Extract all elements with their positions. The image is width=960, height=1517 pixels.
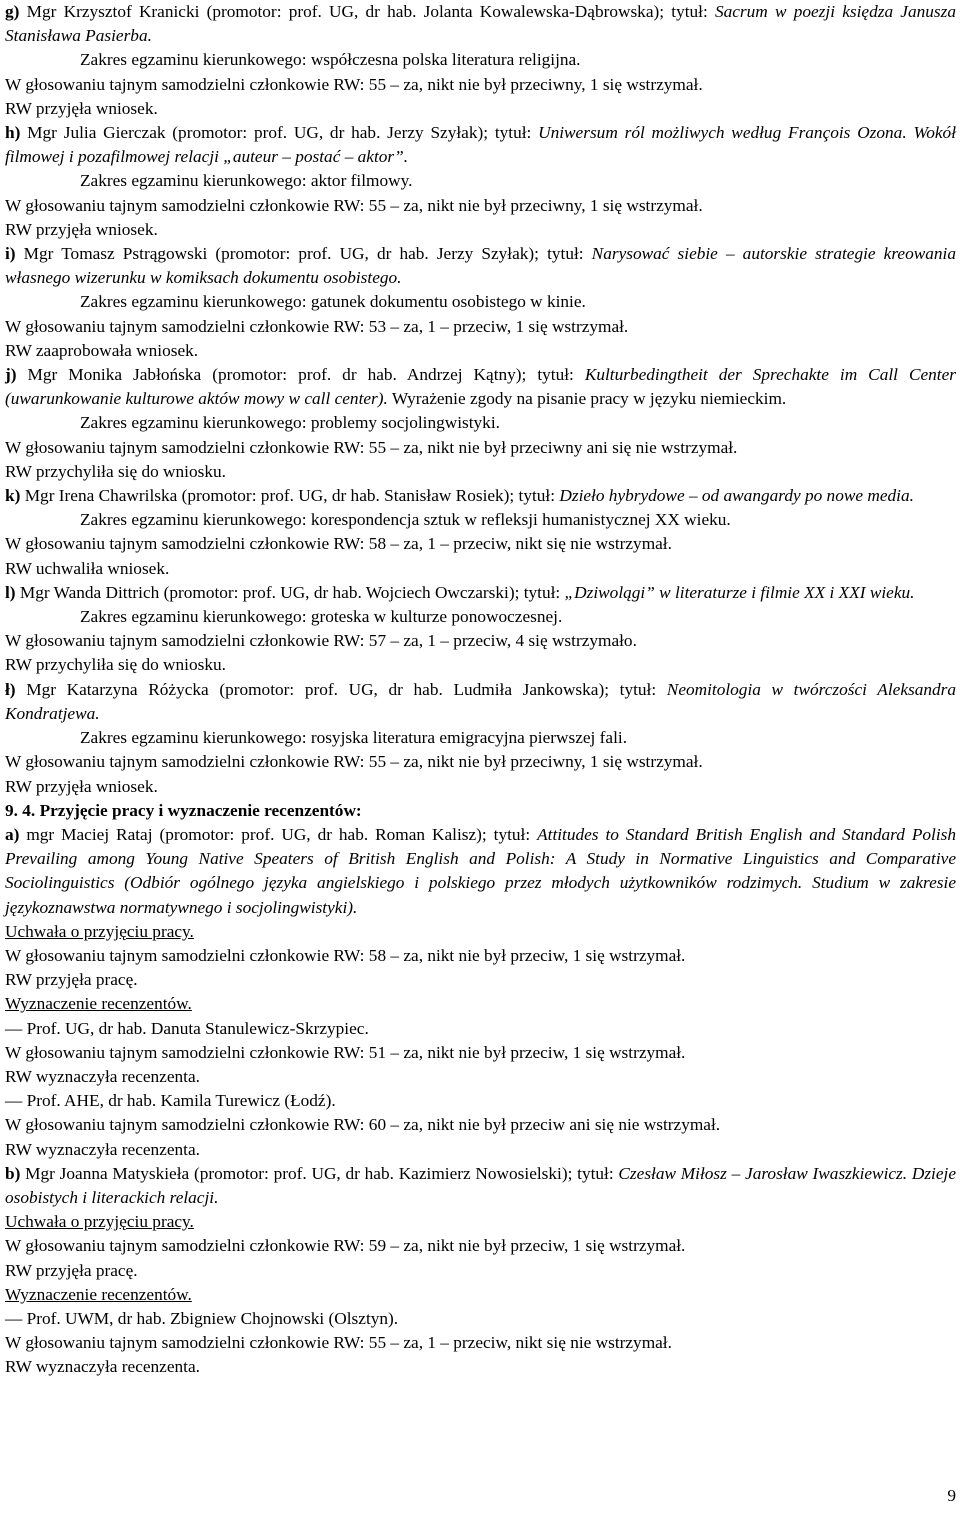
- vote-text: W głosowaniu tajnym samodzielni członkowie RW: 58 – za, nikt nie był przeciw, 1 się wstrzymał.: [5, 945, 686, 965]
- result-text: RW przyjęła pracę.: [5, 970, 138, 990]
- result-text: RW zaaprobowała wniosek.: [5, 340, 199, 360]
- page-number: 9: [947, 1486, 956, 1505]
- item-letter: h): [5, 123, 21, 143]
- result-text: RW przyjęła pracę.: [5, 1260, 138, 1280]
- item-j: [5, 363, 956, 411]
- exam-scope: Zakres egzaminu kierunkowego: groteska w kulturze ponowoczesnej.: [80, 607, 563, 627]
- language-consent: Wyrażenie zgody na pisanie pracy w języku niemieckim.: [387, 389, 787, 409]
- item-intro: Mgr Wanda Dittrich (promotor: prof. UG, dr hab. Wojciech Owczarski); tytuł:: [15, 582, 565, 602]
- result-text: RW przyjęła wniosek.: [5, 219, 158, 239]
- thesis-title: Sacrum w poezji księdza Janusza Stanisława Pasierba.: [5, 2, 956, 46]
- thesis-title: Czesław Miłosz – Jarosław Iwaszkiewicz. Dzieje osobistych i literackich relacji.: [5, 1163, 956, 1207]
- item-intro: Mgr Krzysztof Kranicki (promotor: prof. UG, dr hab. Jolanta Kowalewska-Dąbrowska); tytuł:: [19, 2, 715, 21]
- exam-scope: Zakres egzaminu kierunkowego: rosyjska literatura emigracyjna pierwszej fali.: [80, 728, 628, 748]
- exam-scope: Zakres egzaminu kierunkowego: korespondencja sztuk w refleksji humanistycznej XX wieku.: [80, 510, 731, 530]
- vote-text: W głosowaniu tajnym samodzielni członkowie RW: 55 – za, nikt nie był przeciwny, 1 się wstrzymał.: [5, 195, 703, 215]
- item-a: [5, 823, 956, 920]
- result-text: RW przychyliła się do wniosku.: [5, 655, 226, 675]
- thesis-title: Attitudes to Standard British English and Standard Polish Prevailing among Young Native Speaters of British English and Polish: A Study in Normative Linguistics and Comparative Sociolinguistics (Odbiór ogólnego języka angielskiego i polskiego przez młodych użytkowników rodzimych. Studium w zakresie językoznawstwa normatywnego i socjolingwistyki).: [5, 824, 956, 917]
- thesis-title: Narysować siebie – autorskie strategie kreowania własnego wizerunku w komiksach dokumentu osobistego.: [5, 244, 956, 288]
- section-heading: 9. 4. Przyjęcie pracy i wyznaczenie recenzentów:: [5, 800, 362, 820]
- item-letter: j): [5, 365, 17, 385]
- item-letter: i): [5, 244, 16, 264]
- result-text: RW wyznaczyła recenzenta.: [5, 1139, 200, 1159]
- item-b: [5, 1162, 956, 1210]
- vote-text: W głosowaniu tajnym samodzielni członkowie RW: 55 – za, nikt nie był przeciwny ani się nie wstrzymał.: [5, 437, 738, 457]
- reviewer: — Prof. UWM, dr hab. Zbigniew Chojnowski (Olsztyn).: [5, 1308, 399, 1328]
- result-text: RW wyznaczyła recenzenta.: [5, 1066, 200, 1086]
- item-intro: Mgr Joanna Matyskieła (promotor: prof. UG, dr hab. Kazimierz Nowosielski); tytuł:: [20, 1163, 619, 1183]
- vote-text: W głosowaniu tajnym samodzielni członkowie RW: 60 – za, nikt nie był przeciw ani się nie wstrzymał.: [5, 1115, 721, 1135]
- vote-text: W głosowaniu tajnym samodzielni członkowie RW: 58 – za, 1 – przeciw, nikt się nie wstrzymał.: [5, 534, 672, 554]
- vote-text: W głosowaniu tajnym samodzielni członkowie RW: 59 – za, nikt nie był przeciw, 1 się wstrzymał.: [5, 1236, 686, 1256]
- item-letter: l): [5, 582, 16, 602]
- result-text: RW przychyliła się do wniosku.: [5, 461, 226, 481]
- reviewers-label: Wyznaczenie recenzentów.: [5, 1284, 192, 1304]
- reviewer: — Prof. AHE, dr hab. Kamila Turewicz (Łodź).: [5, 1091, 336, 1111]
- item-k: [5, 484, 956, 508]
- exam-scope: Zakres egzaminu kierunkowego: problemy socjolingwistyki.: [80, 413, 500, 433]
- item-intro: Mgr Monika Jabłońska (promotor: prof. dr hab. Andrzej Kątny); tytuł:: [16, 365, 585, 385]
- document-page: [5, 0, 956, 1380]
- item-h: [5, 121, 956, 169]
- thesis-title: Kulturbedingtheit der Sprechakte im Call Center (uwarunkowanie kulturowe aktów mowy w call center).: [5, 365, 956, 409]
- thesis-title: Dzieło hybrydowe – od awangardy po nowe media.: [559, 486, 914, 506]
- item-letter: k): [5, 486, 21, 506]
- item-letter: g): [5, 2, 20, 21]
- item-intro: Mgr Katarzyna Różycka (promotor: prof. UG, dr hab. Ludmiła Jankowska); tytuł:: [15, 679, 667, 699]
- exam-scope: Zakres egzaminu kierunkowego: gatunek dokumentu osobistego w kinie.: [80, 292, 586, 312]
- result-text: RW uchwaliła wniosek.: [5, 558, 170, 578]
- item-intro: Mgr Tomasz Pstrągowski (promotor: prof. UG, dr hab. Jerzy Szyłak); tytuł:: [15, 244, 592, 264]
- item-letter: b): [5, 1163, 21, 1183]
- vote-text: W głosowaniu tajnym samodzielni członkowie RW: 51 – za, nikt nie był przeciw, 1 się wstrzymał.: [5, 1042, 686, 1062]
- thesis-title: Uniwersum ról możliwych według François Ozona. Wokół filmowej i pozafilmowej relacji „auteur – postać – aktor”.: [5, 123, 957, 167]
- item-l: [5, 581, 956, 605]
- result-text: RW przyjęła wniosek.: [5, 98, 158, 118]
- thesis-title: Neomitologia w twórczości Aleksandra Kondratjewa.: [5, 679, 957, 723]
- exam-scope: Zakres egzaminu kierunkowego: aktor filmowy.: [80, 171, 413, 191]
- exam-scope: Zakres egzaminu kierunkowego: współczesna polska literatura religijna.: [80, 50, 581, 70]
- vote-text: W głosowaniu tajnym samodzielni członkowie RW: 53 – za, 1 – przeciw, 1 się wstrzymał.: [5, 316, 629, 336]
- item-intro: Mgr Julia Gierczak (promotor: prof. UG, dr hab. Jerzy Szyłak); tytuł:: [20, 123, 539, 143]
- acceptance-resolution-label: Uchwała o przyjęciu pracy.: [5, 921, 194, 941]
- vote-text: W głosowaniu tajnym samodzielni członkowie RW: 55 – za, 1 – przeciw, nikt się nie wstrzymał.: [5, 1333, 672, 1353]
- result-text: RW przyjęła wniosek.: [5, 776, 158, 796]
- vote-text: W głosowaniu tajnym samodzielni członkowie RW: 55 – za, nikt nie był przeciwny, 1 się wstrzymał.: [5, 752, 703, 772]
- item-intro: mgr Maciej Rataj (promotor: prof. UG, dr hab. Roman Kalisz); tytuł:: [19, 824, 538, 844]
- vote-text: W głosowaniu tajnym samodzielni członkowie RW: 57 – za, 1 – przeciw, 4 się wstrzymało.: [5, 631, 637, 651]
- result-text: RW wyznaczyła recenzenta.: [5, 1357, 200, 1377]
- reviewers-label: Wyznaczenie recenzentów.: [5, 994, 192, 1014]
- item-l-stroke: [5, 678, 956, 726]
- item-g: [5, 0, 956, 48]
- vote-text: W głosowaniu tajnym samodzielni członkowie RW: 55 – za, nikt nie był przeciwny, 1 się wstrzymał.: [5, 74, 703, 94]
- thesis-title: „Dziwolągi” w literaturze i filmie XX i XXI wieku.: [564, 582, 915, 602]
- reviewer: — Prof. UG, dr hab. Danuta Stanulewicz-Skrzypiec.: [5, 1018, 369, 1038]
- item-letter: a): [5, 824, 20, 844]
- item-i: [5, 242, 956, 290]
- item-intro: Mgr Irena Chawrilska (promotor: prof. UG, dr hab. Stanisław Rosiek); tytuł:: [20, 486, 560, 506]
- item-letter: ł): [5, 679, 16, 699]
- acceptance-resolution-label: Uchwała o przyjęciu pracy.: [5, 1212, 194, 1232]
